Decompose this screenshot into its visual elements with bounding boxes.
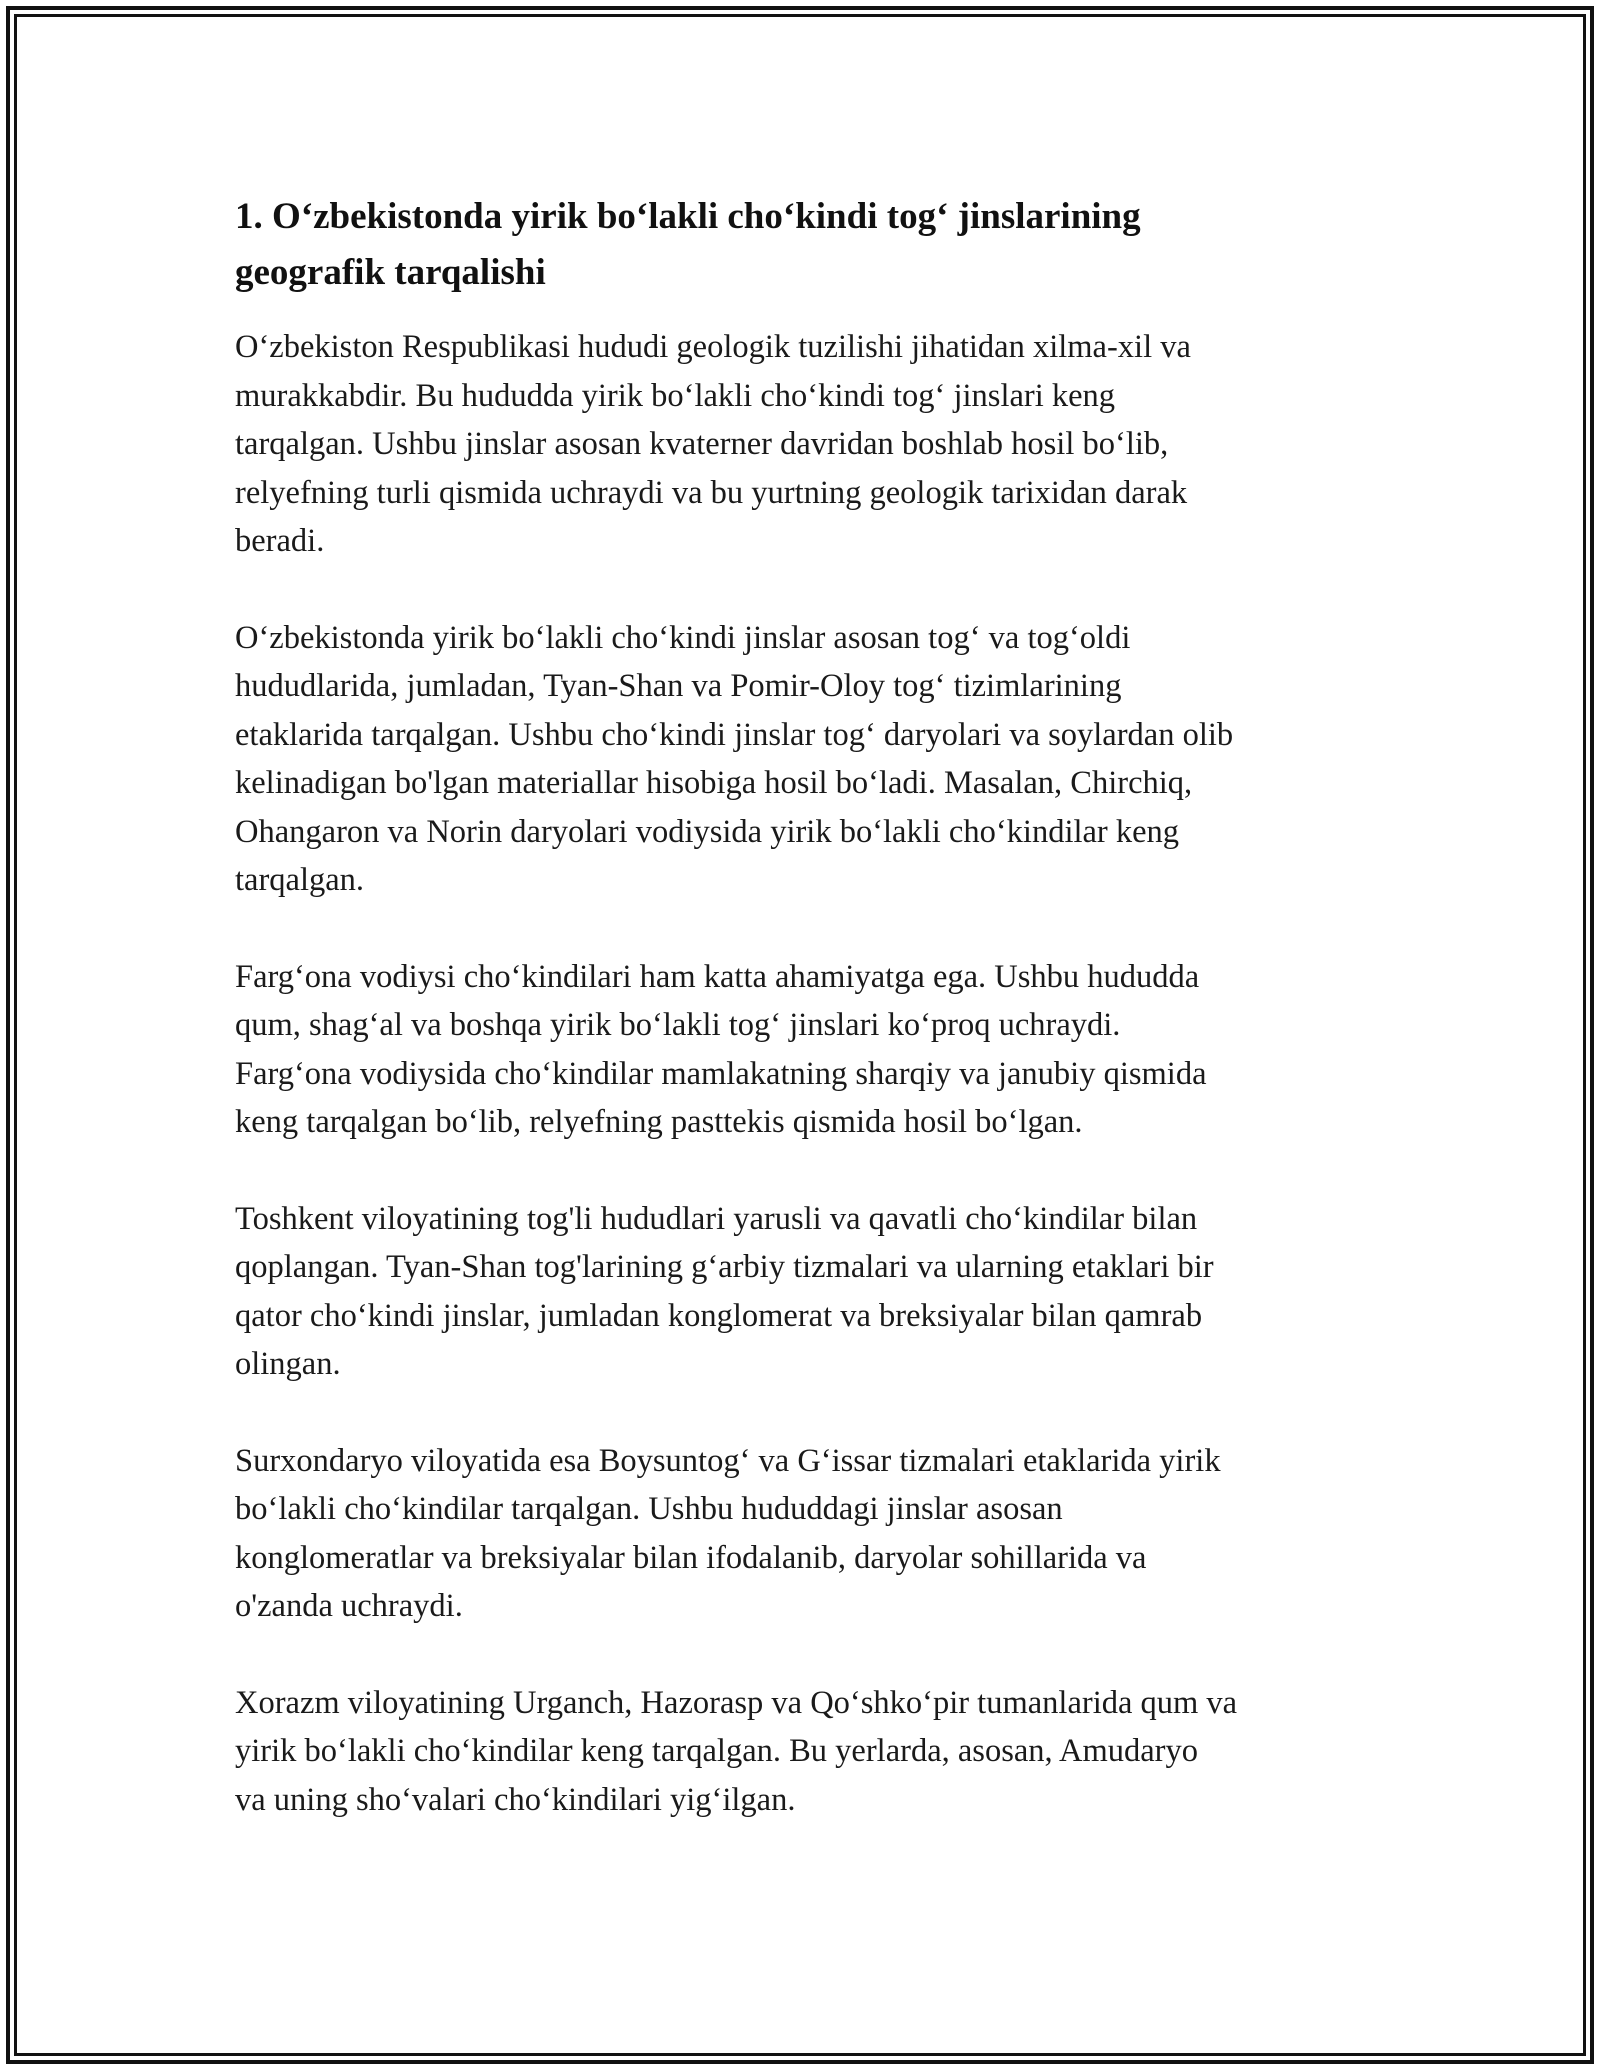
text-line: tarqalgan. Ushbu jinslar asosan kvaterner davridan boshlab hosil bo‘lib, bbox=[235, 426, 1169, 462]
paragraph bbox=[235, 1195, 1375, 1389]
text-line: konglomeratlar va breksiyalar bilan ifodalanib, daryolar sohillarida va bbox=[235, 1539, 1147, 1576]
text-line: yirik bo‘lakli cho‘kindilar keng tarqalgan. Bu yerlarda, asosan, Amudaryo bbox=[235, 1733, 1198, 1769]
text-line: murakkabdir. Bu hududda yirik bo‘lakli cho‘kindi tog‘ jinslari keng bbox=[235, 377, 1116, 414]
text-line: va uning sho‘valari cho‘kindilari yig‘ilgan. bbox=[235, 1781, 796, 1818]
text-line: O‘zbekiston Respublikasi hududi geologik tuzilishi jihatidan xilma-xil va bbox=[235, 329, 1191, 365]
text-line: o'zanda uchraydi. bbox=[235, 1588, 463, 1624]
paragraph bbox=[235, 1437, 1375, 1631]
text-line: O‘zbekistonda yirik bo‘lakli cho‘kindi jinslar asosan tog‘ va tog‘oldi bbox=[235, 619, 1131, 656]
paragraph bbox=[235, 1679, 1375, 1825]
title-line: geografik tarqalishi bbox=[235, 252, 546, 293]
text-line: kelinadigan bo'lgan materiallar hisobiga hosil bo‘ladi. Masalan, Chirchiq, bbox=[235, 765, 1193, 801]
text-line: qator cho‘kindi jinslar, jumladan konglomerat va breksiyalar bilan qamrab bbox=[235, 1297, 1203, 1334]
text-line: Farg‘ona vodiysida cho‘kindilar mamlakatning sharqiy va janubiy qismida bbox=[235, 1055, 1207, 1092]
paragraph bbox=[235, 614, 1375, 905]
text-line: Ohangaron va Norin daryolari vodiysida yirik bo‘lakli cho‘kindilar keng bbox=[235, 813, 1180, 850]
text-line: Toshkent viloyatining tog'li hududlari yarusli va qavatli cho‘kindilar bilan bbox=[235, 1200, 1198, 1237]
title-line: 1. O‘zbekistonda yirik bo‘lakli cho‘kindi tog‘ jinslarining bbox=[235, 196, 1141, 237]
section-title bbox=[235, 189, 1375, 301]
document-page bbox=[235, 189, 1375, 1872]
text-line: relyefning turli qismida uchraydi va bu yurtning geologik tarixidan darak bbox=[235, 474, 1188, 511]
text-line: qum, shag‘al va boshqa yirik bo‘lakli tog‘ jinslari ko‘proq uchraydi. bbox=[235, 1007, 1121, 1043]
text-line: olingan. bbox=[235, 1346, 341, 1382]
text-line: bo‘lakli cho‘kindilar tarqalgan. Ushbu hududdagi jinslar asosan bbox=[235, 1491, 1063, 1527]
text-line: Xorazm viloyatining Urganch, Hazorasp va Qo‘shko‘pir tumanlarida qum va bbox=[235, 1684, 1238, 1721]
text-line: keng tarqalgan bo‘lib, relyefning pasttekis qismida hosil bo‘lgan. bbox=[235, 1104, 1083, 1140]
text-line: Farg‘ona vodiysi cho‘kindilari ham katta ahamiyatga ega. Ushbu hududda bbox=[235, 958, 1200, 995]
text-line: hududlarida, jumladan, Tyan-Shan va Pomir-Oloy tog‘ tizimlarining bbox=[235, 668, 1122, 704]
paragraph bbox=[235, 953, 1375, 1147]
text-line: tarqalgan. bbox=[235, 862, 365, 898]
paragraph bbox=[235, 323, 1375, 566]
text-line: qoplangan. Tyan-Shan tog'larining g‘arbiy tizmalari va ularning etaklari bir bbox=[235, 1249, 1214, 1285]
text-line: Surxondaryo viloyatida esa Boysuntog‘ va G‘issar tizmalari etaklarida yirik bbox=[235, 1442, 1221, 1479]
text-line: etaklarida tarqalgan. Ushbu cho‘kindi jinslar tog‘ daryolari va soylardan olib bbox=[235, 716, 1234, 753]
text-line: beradi. bbox=[235, 523, 325, 559]
